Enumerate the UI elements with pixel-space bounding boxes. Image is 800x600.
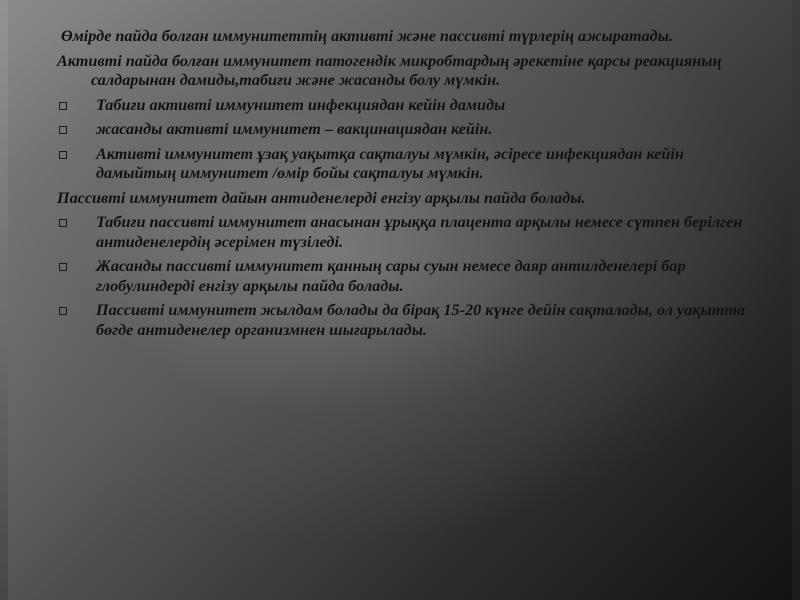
bullet-text: жасанды активті иммунитет – вакцинациядан кейін. xyxy=(96,120,493,138)
bullet-item xyxy=(57,96,757,116)
square-bullet-icon xyxy=(59,126,67,134)
bullet-text: Жасанды пассивті иммунитет қанның сары суын немесе даяр антилденелері бар глобулиндерді енгізу арқылы пайда болады. xyxy=(96,257,686,295)
bullet-text: Пассивті иммунитет жылдам болады да бірақ 15-20 күнге дейін сақталады, ол уақытта бөгде антиденелер организмнен шығарылады. xyxy=(96,301,746,339)
paragraph-intro: Өмірде пайда болған иммунитеттің активті және пассивті түрлерің ажыратады. xyxy=(61,27,673,45)
square-bullet-icon xyxy=(59,219,67,227)
slide-right-border xyxy=(792,0,800,600)
slide-body xyxy=(57,27,757,345)
square-bullet-icon xyxy=(59,307,67,315)
bullet-item xyxy=(57,301,757,340)
square-bullet-icon xyxy=(59,151,67,159)
bullet-item xyxy=(57,120,757,140)
bullet-text: Табиғи пассивті иммунитет анасынан ұрыққа плацента арқылы немесе сүтпен берілген антиденелердің әсерімен түзіледі. xyxy=(96,213,743,251)
bullet-item xyxy=(57,213,757,252)
square-bullet-icon xyxy=(59,263,67,271)
bullet-item xyxy=(57,145,757,184)
bullet-text: Активті иммунитет ұзақ уақытқа сақталуы мүмкін, әсіресе инфекциядан кейін дамыйтың иммунитет /өмір бойы сақталуы мүмкін. xyxy=(96,144,684,182)
paragraph-active-immunity: Активті пайда болған иммунитет патогендік микробтардың әрекетіне қарсы реакцияның салдарынан дамиды,табиғи және жасанды болу мүмкін. xyxy=(57,51,722,89)
paragraph-passive-immunity: Пассивті иммунитет дайын антиденелерді енгізу арқылы пайда болады. xyxy=(57,188,586,207)
square-bullet-icon xyxy=(59,102,67,110)
bullet-text: Табиғи активті иммунитет инфекциядан кейін дамиды xyxy=(96,95,506,114)
bullet-item xyxy=(57,257,757,296)
slide-left-border xyxy=(0,0,8,600)
